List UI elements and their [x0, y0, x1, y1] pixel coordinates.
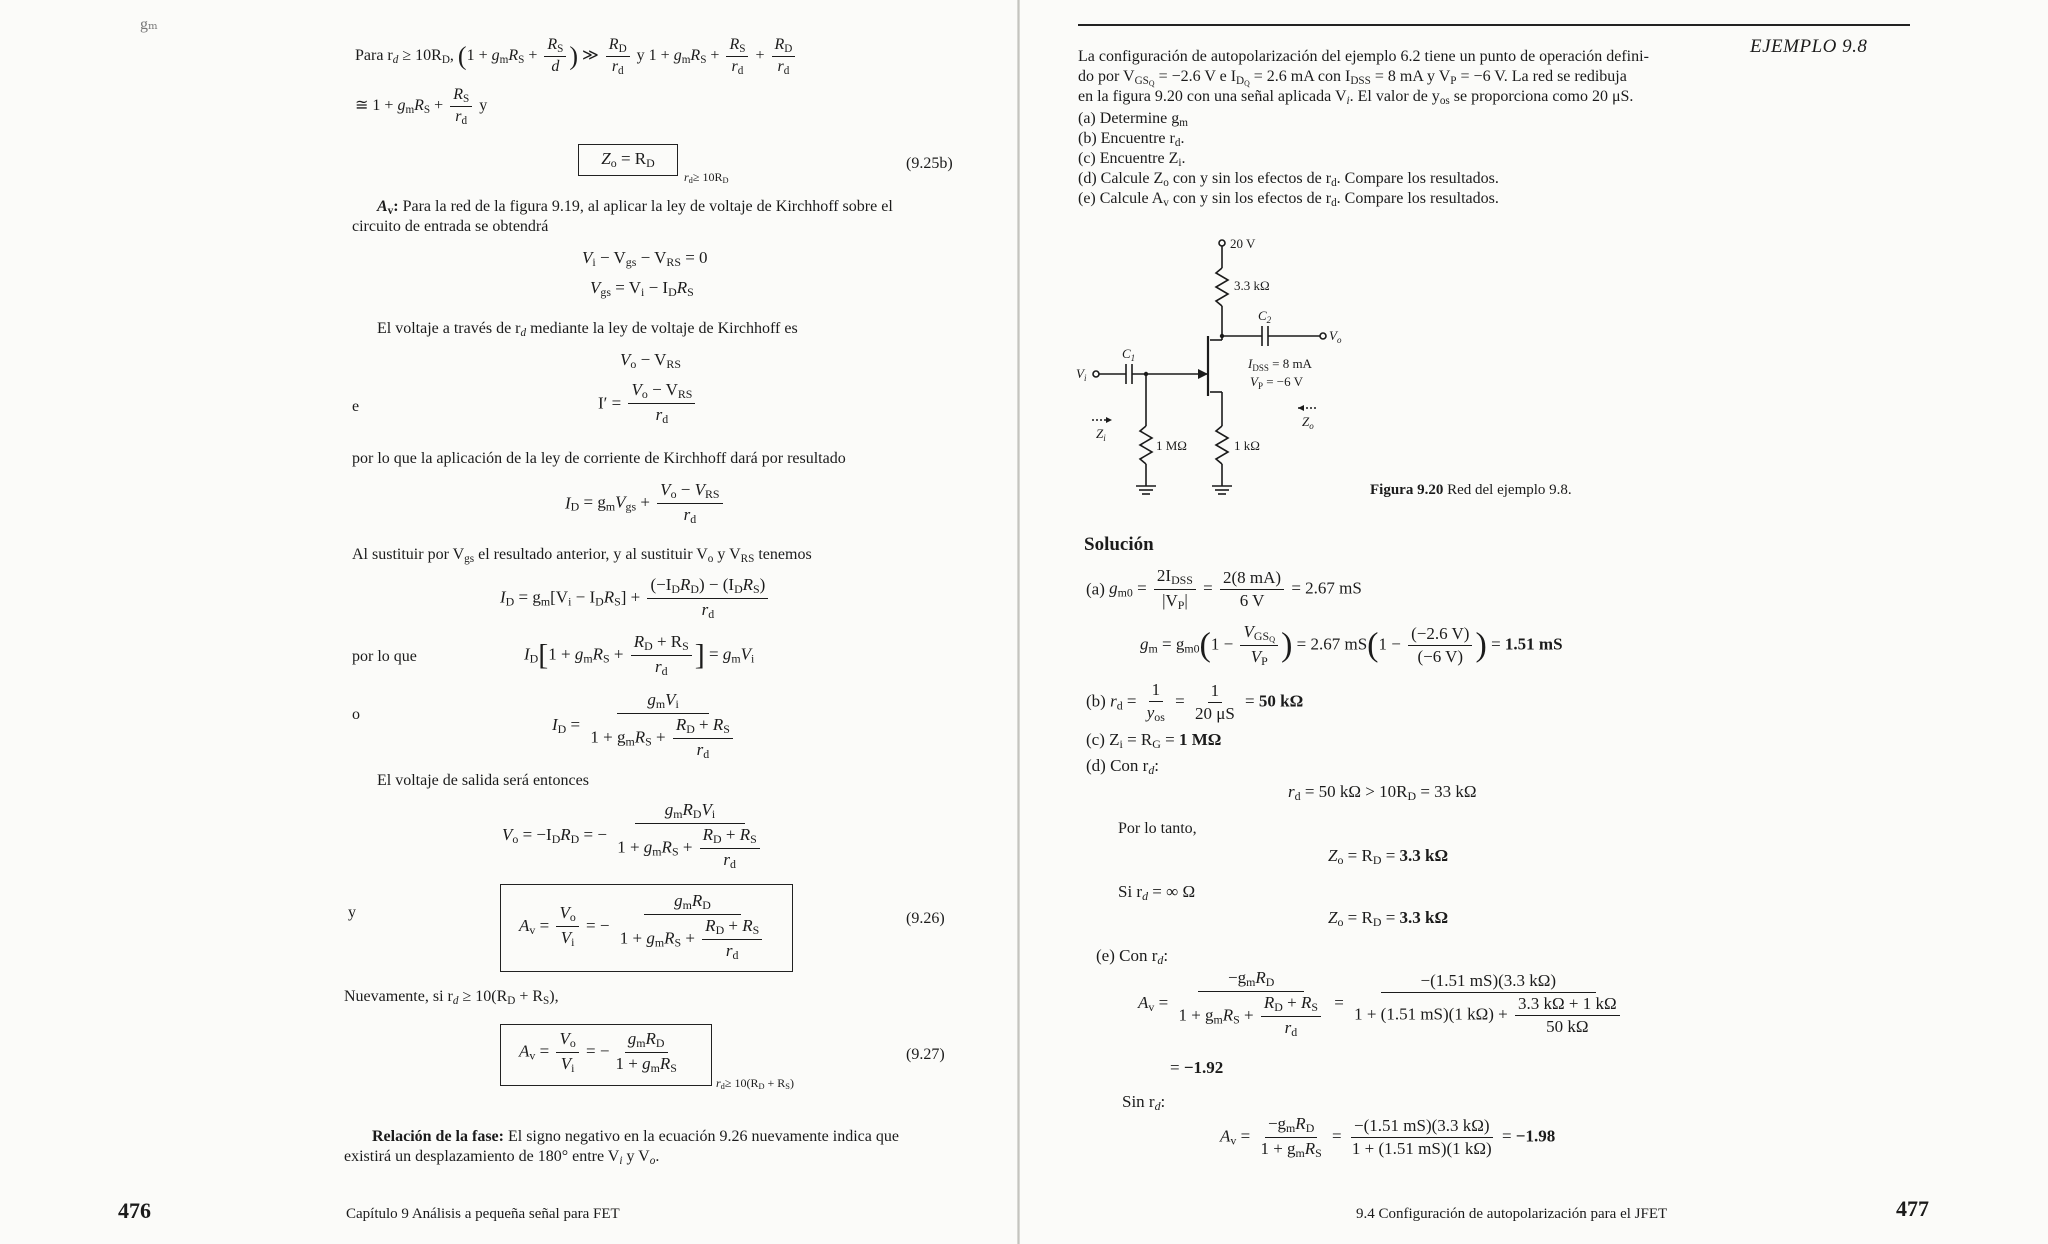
intro-line-2: do por $V_{GS_Q} = -2.6$ V e $I_{D_Q} = 2.6$ mA con $I_{DSS} = 8$ mA y $V_P = -6$ V. La red se redibuja: [1078, 68, 1627, 88]
id-equation-3: $I_D[1 + g_mR_S$ + $\frac{R_D + R_S}{r_d}$ ] = $g_mV_i$: [524, 632, 755, 678]
kvl-eq-2: $V_{gs} = V_i - I_DR_S$: [590, 278, 694, 299]
boxed-av-equation-9-27: $A_v$ = $\frac{V_o}{V_i}$ = − $\frac{g_mR_D}{1 + g_mR_S}$: [500, 1024, 712, 1086]
question-b: (b) Encuentre $r_d$.: [1078, 130, 1185, 149]
eq-approx-line: ≅ $1 + g_mR_S$ + $\frac{R_S}{r_d}$ y: [355, 86, 488, 127]
eq-number-9-26: (9.26): [906, 910, 945, 927]
rs-label: 1 kΩ: [1234, 438, 1260, 453]
output-voltage-paragraph: El voltaje de salida será entonces: [377, 772, 589, 789]
gate-arrow: [1198, 369, 1208, 379]
condition-paragraph: Nuevamente, si $r_d \ge 10(R_D + R_S)$,: [344, 988, 559, 1007]
vp-label: $V_P = -6$ V: [1250, 374, 1304, 391]
rg-label: 1 MΩ: [1156, 438, 1187, 453]
question-a: (a) Determine $g_m$: [1078, 110, 1188, 129]
i-prime-equation: I′ = $\frac{V_o - V_{RS}}{r_d}$: [598, 380, 698, 427]
av-paragraph-line1: $A_v$: Para la red de la figura 9.19, al aplicar la ley de voltaje de Kirchhoff sobre el: [377, 198, 893, 217]
gate-resistor: [1140, 426, 1152, 464]
jfet-circuit-diagram: [1070, 228, 1350, 508]
id-equation-1: $I_D = g_mV_{gs}$ + $\frac{V_o - V_{RS}}{r_d}$: [565, 480, 726, 527]
solution-e-av-with-rd: $A_v$ = $-g_mR_D$ $1 + g_mR_S$ + $\frac{R_D + R_S}{r_d}$ = −(1.51 mS)(3.3 kΩ) 1 + (1.51 mS)(1 kΩ) + $\frac{3.3 k\Omega + 1 k\Omega}{50 k\Omega}$: [1138, 968, 1629, 1040]
vi-label: $V_i$: [1076, 366, 1087, 383]
solution-c: (c) $Z_i = R_G = 1$ MΩ: [1086, 730, 1222, 751]
boxed-av-equation-9-26: $A_v$ = $\frac{V_o}{V_i}$ = − $g_mR_D$ $1 + g_mR_S$ + $\frac{R_D + R_S}{r_d}$: [500, 884, 793, 972]
vo-equation: $V_o = -I_DR_D$ = − $g_mR_DV_i$ $1 + g_mR_S$ + $\frac{R_D + R_S}{r_d}$: [502, 800, 769, 872]
zo-label: $Z_o$: [1302, 414, 1314, 431]
question-c: (c) Encuentre $Z_i$.: [1078, 150, 1186, 169]
solution-d: (d) Con $r_d$:: [1086, 756, 1160, 777]
idss-label: $I_{DSS} = 8$ mA: [1248, 356, 1312, 373]
corner-mark: gₘ: [140, 16, 158, 33]
intro-line-3: en la figura 9.20 con una señal aplicada $V_i$. El valor de $y_{os}$ se proporciona como 20 μS.: [1078, 88, 1634, 107]
example-top-rule: [1078, 24, 1910, 26]
solution-e: (e) Con $r_d$:: [1096, 946, 1169, 967]
phase-paragraph-line1: Relación de la fase: El signo negativo en la ecuación 9.26 nuevamente indica que: [372, 1128, 899, 1145]
vdd-label: 20 V: [1230, 236, 1256, 251]
por-lo-tanto: Por lo tanto,: [1118, 820, 1197, 837]
solution-a-line2: $g_m = g_{m0}(1$ − $\frac{V_{GS_Q}}{V_P}$ ) = 2.67 mS(1 − $\frac{(-2.6 V)}{(-6 V)}$ ) = 1.51 mS: [1140, 622, 1563, 669]
eq-9-27-condition: $r_d\ge 10(R_D + R_S)$: [716, 1076, 794, 1092]
question-d: (d) Calcule $Z_o$ con y sin los efectos de $r_d$. Compare los resultados.: [1078, 170, 1499, 189]
solution-d-zo-2: $Z_o = R_D = 3.3$ kΩ: [1328, 908, 1449, 929]
boxed-zo-equation: $Z_o = R_D$: [578, 144, 678, 176]
solution-a-line1: (a) $g_{m0}$ = $\frac{2I_{DSS}}{|V_P|}$ = $\frac{2(8 mA)}{6 V}$ = 2.67 mS: [1086, 566, 1362, 612]
av-paragraph-line2: circuito de entrada se obtendrá: [352, 218, 549, 235]
question-e: (e) Calcule $A_v$ con y sin los efectos de $r_d$. Compare los resultados.: [1078, 190, 1499, 209]
eq-number-9-25b: (9.25b): [906, 155, 953, 172]
intro-line-1: La configuración de autopolarización del ejemplo 6.2 tiene un punto de operación defini-: [1078, 48, 1649, 65]
vo-minus-vrs: $V_o - V_{RS}$: [620, 350, 681, 371]
sin-rd-label: Sin $r_d$:: [1122, 1092, 1166, 1113]
page-number-right: 477: [1896, 1196, 1929, 1221]
id-equation-4: $I_D$ = $g_mV_i$ $1 + g_mR_S$ + $\frac{R_D + R_S}{r_d}$: [552, 690, 742, 762]
kvl-eq-1: $V_i - V_{gs} - V_{RS} = 0$: [582, 248, 708, 269]
footer-left: Capítulo 9 Análisis a pequeña señal para FET: [346, 1206, 620, 1222]
rd-voltage-paragraph: El voltaje a través de $r_d$ mediante la ley de voltaje de Kirchhoff es: [377, 320, 798, 339]
zi-label: $Z_i$: [1096, 426, 1106, 443]
eq-condition-line: Para $r_d \ge 10R_D$, ($1 + g_mR_S$ + $\frac{R_S}{d}$ ) ≫ $\frac{R_D}{r_d}$ y $1 + g_mR_S$ + $\frac{R_S}{r_d}$ + $\frac{R_D}{r_d}$: [355, 36, 798, 77]
c2-label: $C_2$: [1258, 308, 1272, 325]
letter-o: o: [352, 706, 360, 723]
kcl-paragraph: por lo que la aplicación de la ley de corriente de Kirchhoff dará por resultado: [352, 450, 846, 467]
figure-caption: Figura 9.20 Red del ejemplo 9.8.: [1370, 482, 1572, 498]
solution-e-av-without-rd: $A_v$ = $\frac{-g_mR_D}{1 + g_mR_S}$ = $\frac{-(1.51 mS)(3.3 k\Omega)}{1 + (1.51 mS)(1 k\Omega)}$ = −1.98: [1220, 1114, 1556, 1160]
page-477: [1020, 0, 2048, 1244]
letter-y: y: [348, 904, 356, 921]
solution-e-result: = −1.92: [1170, 1058, 1224, 1077]
substitution-paragraph: Al sustituir por $V_{gs}$ el resultado anterior, y al sustituir $V_o$ y $V_{RS}$ tenemos: [352, 546, 812, 565]
solution-b: (b) $r_d$ = $\frac{1}{y_{os}}$ = $\frac{1}{20 \mu S}$ = 50 kΩ: [1086, 680, 1304, 724]
phase-paragraph-line2: existirá un desplazamiento de 180° entre $V_i$ y $V_o$.: [344, 1148, 660, 1167]
page-476: [0, 0, 1018, 1244]
drain-resistor: [1216, 268, 1228, 306]
vo-label: $V_o$: [1329, 328, 1342, 345]
letter-e: e: [352, 398, 360, 415]
id-equation-2: $I_D = g_m[V_i - I_DR_S]$ + $\frac{(-I_DR_D) - (I_DR_S)}{r_d}$: [500, 575, 771, 622]
rd-label: 3.3 kΩ: [1234, 278, 1270, 293]
solution-d-rd-comparison: $r_d = 50$ $k\Omega > 10R_D = 33$ kΩ: [1288, 782, 1477, 803]
eq-number-9-27: (9.27): [906, 1046, 945, 1063]
page-number-left: 476: [118, 1198, 151, 1223]
c1-label: $C_1$: [1122, 346, 1136, 363]
source-resistor: [1216, 426, 1228, 464]
vdd-terminal: [1219, 240, 1225, 246]
solution-d-infinite-rd: Si $r_d$ = ∞ Ω: [1118, 882, 1196, 903]
footer-right: 9.4 Configuración de autopolarización para el JFET: [1356, 1206, 1668, 1222]
vo-terminal: [1320, 333, 1326, 339]
zo-condition: $r_d\ge 10R_D$: [684, 170, 729, 186]
example-title: EJEMPLO 9.8: [1750, 36, 1868, 57]
solution-d-zo-1: $Z_o = R_D = 3.3$ kΩ: [1328, 846, 1449, 867]
solution-heading: Solución: [1084, 534, 1154, 555]
por-lo-que: por lo que: [352, 648, 417, 665]
vi-terminal: [1093, 371, 1099, 377]
